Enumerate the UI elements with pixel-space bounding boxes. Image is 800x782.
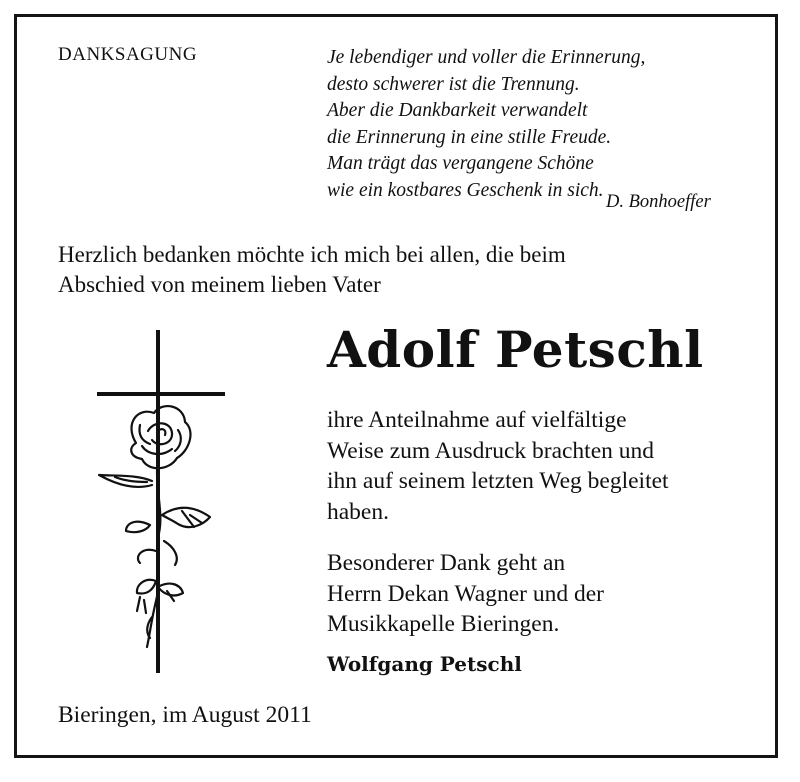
thanks-line: Besonderer Dank geht an (327, 550, 566, 576)
body-line: ihn auf seinem letzten Weg begleitet (327, 468, 669, 494)
poem-line: Aber die Dankbarkeit verwandelt (327, 100, 588, 121)
intro-text (58, 240, 566, 300)
intro-line: Herzlich bedanken möchte ich mich bei allen, die beim (58, 242, 566, 267)
poem-line: desto schwerer ist die Trennung. (327, 73, 580, 95)
notice-heading: DANKSAGUNG (58, 44, 198, 65)
thanks-line: Musikkapelle Bieringen. (327, 611, 560, 637)
poem (327, 45, 645, 204)
thanks-body (327, 405, 669, 527)
deceased-name: Adolf Petschl (327, 320, 704, 379)
cross-icon (97, 330, 225, 673)
poem-line: wie ein kostbares Geschenk in sich. (327, 179, 604, 201)
intro-line: Abschied von meinem lieben Vater (58, 272, 381, 297)
body-line: Weise zum Ausdruck brachten und (327, 437, 655, 464)
special-thanks (327, 548, 604, 640)
poem-line: Man trägt das vergangene Schöne (327, 153, 594, 174)
place-date: Bieringen, im August 2011 (58, 702, 312, 728)
thanks-line: Herrn Dekan Wagner und der (327, 580, 604, 607)
cross-and-rose-emblem (90, 325, 230, 680)
body-line: ihre Anteilnahme auf vielfältige (327, 407, 627, 433)
poem-line: die Erinnerung in eine stille Freude. (327, 126, 612, 148)
rose-icon (99, 406, 210, 647)
body-line: haben. (327, 498, 389, 525)
poem-line: Je lebendiger und voller die Erinnerung, (327, 47, 646, 68)
signer-name: Wolfgang Petschl (327, 652, 522, 676)
poem-author: D. Bonhoeffer (606, 192, 711, 212)
